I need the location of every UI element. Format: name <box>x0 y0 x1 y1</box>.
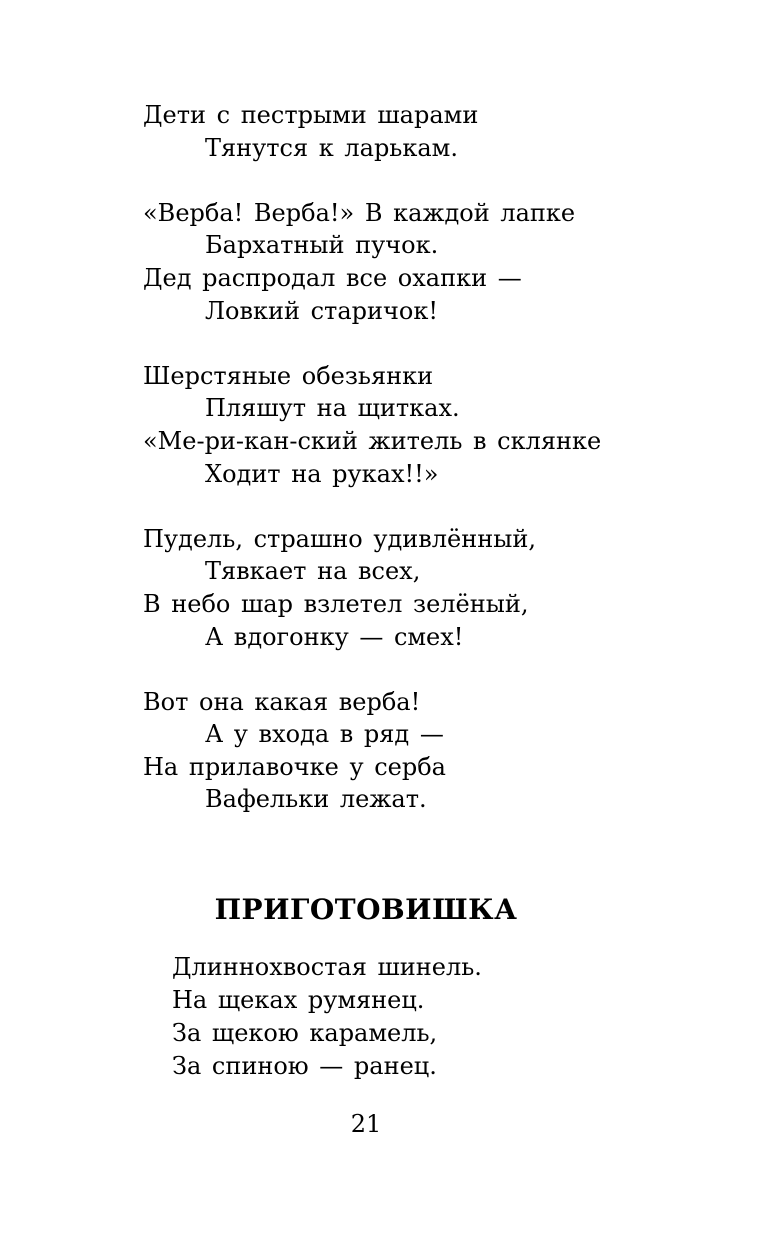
poem-line: Дед распродал все охапки — <box>143 263 522 292</box>
poem-line: На щеках румянец. <box>172 986 425 1014</box>
poem-line: Вафельки лежат. <box>205 785 427 814</box>
poem-title: ПРИГОТОВИШКА <box>214 893 518 926</box>
poem-line: Ловкий старичок! <box>205 296 438 325</box>
page-number: 21 <box>350 1110 382 1138</box>
stanza-gap <box>143 164 743 197</box>
stanza-gap <box>143 327 743 360</box>
poem-line: Длиннохвостая шинель. <box>172 953 482 981</box>
poem-line: А у входа в ряд — <box>205 720 444 749</box>
stanza <box>143 523 743 653</box>
stanza-gap <box>143 490 743 523</box>
stanza <box>143 686 743 816</box>
poem-line: Пляшут на щитках. <box>205 394 460 423</box>
poem-line: За щекою карамель, <box>172 1019 438 1047</box>
poem-line: Дети с пестрыми шарами <box>143 101 479 129</box>
poem-line: Тявкает на всех, <box>205 557 421 586</box>
stanza <box>143 360 743 490</box>
poem-line: Бархатный пучок. <box>205 231 439 260</box>
poem-line: «Ме-ри-кан-ский житель в склянке <box>143 426 602 455</box>
stanza-gap <box>143 653 743 686</box>
poem-line: На прилавочке у серба <box>143 752 446 781</box>
poem-line: А вдогонку — смех! <box>205 622 464 651</box>
poem-prigotovishka <box>172 951 732 1083</box>
poem-line: В небо шар взлетел зелёный, <box>143 589 529 618</box>
poem-line: Пудель, страшно удивлённый, <box>143 524 536 553</box>
poem-line: Тянутся к ларькам. <box>205 133 458 162</box>
poem-line: За спиною — ранец. <box>172 1052 437 1080</box>
poem-line: Шерстяные обезьянки <box>143 361 434 390</box>
poem-verba <box>143 99 743 816</box>
poem-line: Ходит на руках!!» <box>205 459 439 488</box>
poem-line: «Верба! Верба!» В каждой лапке <box>143 198 576 227</box>
stanza <box>143 197 743 327</box>
poem-line: Вот она какая верба! <box>143 687 421 716</box>
stanza <box>143 99 743 164</box>
